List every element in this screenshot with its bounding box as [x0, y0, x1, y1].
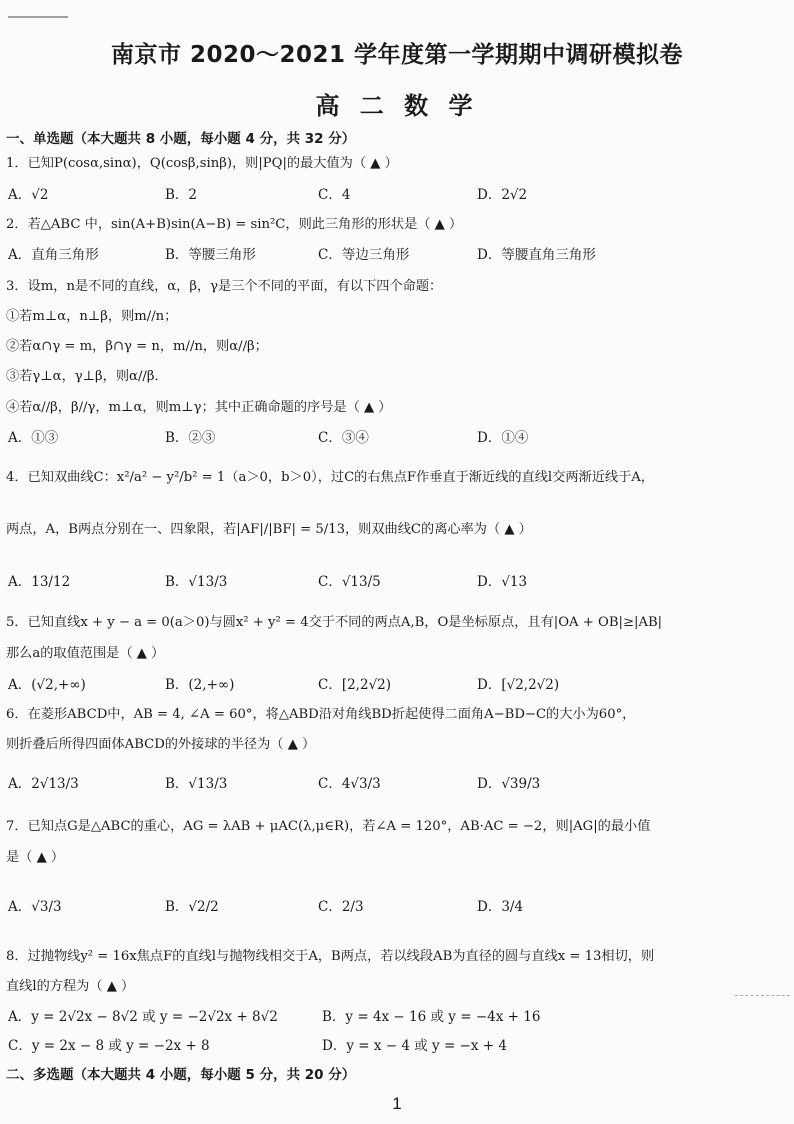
section1-heading: 一、单选题（本大题共 8 小题，每小题 4 分，共 32 分） — [6, 131, 356, 147]
q5-option-b: B．(2,+∞) — [165, 677, 235, 693]
q6-stem-b: 则折叠后所得四面体ABCD的外接球的半径为（ ▲ ） — [6, 737, 316, 752]
q1-option-a: A．√2 — [8, 187, 49, 203]
q3-option-d: D．①④ — [477, 430, 529, 446]
q2-option-b: B．等腰三角形 — [165, 247, 256, 263]
q3-option-c: C．③④ — [318, 430, 369, 446]
q4-option-b: B．√13/3 — [165, 574, 228, 590]
q2-option-d: D．等腰直角三角形 — [477, 247, 596, 263]
q3-option-b: B．②③ — [165, 430, 216, 446]
subject-title: 高 二 数 学 — [315, 92, 479, 120]
q7-stem-a: 7．已知点G是△ABC的重心，AG = λAB + μAC(λ,μ∈R)，若∠A = 120°，AB·AC = −2，则|AG|的最小值 — [6, 819, 651, 834]
q3-prop-2: ②若α∩γ = m，β∩γ = n，m//n，则α//β； — [6, 339, 268, 354]
q5-option-d: D．[√2,2√2) — [477, 677, 560, 693]
q7-option-b: B．√2/2 — [165, 899, 219, 915]
q1-option-c: C．4 — [318, 187, 351, 203]
q8-option-b: B．y = 4x − 16 或 y = −4x + 16 — [322, 1009, 541, 1025]
q5-option-c: C．[2,2√2) — [318, 677, 392, 693]
q4-option-d: D．√13 — [477, 574, 528, 590]
section2-heading: 二、多选题（本大题共 4 小题，每小题 5 分，共 20 分） — [6, 1067, 356, 1083]
scan-corner-mark — [8, 6, 68, 18]
q4-stem-b: 两点，A，B两点分别在一、四象限，若|AF|/|BF| = 5/13，则双曲线C的离心率为（ ▲ ） — [6, 522, 532, 537]
q1-option-b: B．2 — [165, 187, 198, 203]
q6-option-a: A．2√13/3 — [8, 776, 79, 792]
page-number: 1 — [392, 1094, 402, 1113]
q8-option-d: D．y = x − 4 或 y = −x + 4 — [322, 1038, 507, 1054]
q8-option-a: A．y = 2√2x − 8√2 或 y = −2√2x + 8√2 — [8, 1009, 278, 1025]
q1-option-d: D．2√2 — [477, 187, 528, 203]
q6-stem-a: 6．在菱形ABCD中，AB = 4, ∠A = 60°，将△ABD沿对角线BD折起使得二面角A−BD−C的大小为60°， — [6, 707, 636, 722]
q6-option-c: C．4√3/3 — [318, 776, 381, 792]
q8-stem-b: 直线l的方程为（ ▲ ） — [6, 979, 135, 994]
q3-option-a: A．①③ — [8, 430, 59, 446]
q4-stem-a: 4．已知双曲线C：x²/a² − y²/b² = 1（a＞0，b＞0），过C的右焦点F作垂直于渐近线的直线l交两渐近线于A， — [6, 470, 654, 485]
q1-stem: 1．已知P(cosα,sinα)，Q(cosβ,sinβ)，则|PQ|的最大值为（ ▲ ） — [6, 156, 398, 171]
q3-prop-1: ①若m⊥α，n⊥β，则m//n； — [6, 309, 178, 324]
q2-option-a: A．直角三角形 — [8, 247, 99, 263]
q7-option-d: D．3/4 — [477, 899, 524, 915]
q7-stem-b: 是（ ▲ ） — [6, 850, 65, 865]
q8-option-c: C．y = 2x − 8 或 y = −2x + 8 — [8, 1038, 210, 1054]
q3-prop-4: ④若α//β，β//γ，m⊥α，则m⊥γ；其中正确命题的序号是（ ▲ ） — [6, 400, 392, 415]
q6-option-b: B．√13/3 — [165, 776, 228, 792]
q6-option-d: D．√39/3 — [477, 776, 541, 792]
q4-option-c: C．√13/5 — [318, 574, 381, 590]
q5-stem-a: 5．已知直线x + y − a = 0(a＞0)与圆x² + y² = 4交于不同的两点A,B，O是坐标原点，且有|OA + OB|≥|AB| — [6, 615, 663, 630]
q2-option-c: C．等边三角形 — [318, 247, 410, 263]
q5-option-a: A．(√2,+∞) — [8, 677, 86, 693]
q7-option-c: C．2/3 — [318, 899, 364, 915]
q7-option-a: A．√3/3 — [8, 899, 62, 915]
q5-stem-b: 那么a的取值范围是（ ▲ ） — [6, 646, 165, 661]
scan-dash-mark — [735, 995, 790, 996]
q2-stem: 2．若△ABC 中，sin(A+B)sin(A−B) = sin²C，则此三角形的形状是（ ▲ ） — [6, 217, 463, 232]
q3-stem: 3．设m，n是不同的直线，α，β，γ是三个不同的平面，有以下四个命题： — [6, 279, 443, 294]
q4-option-a: A．13/12 — [8, 574, 71, 590]
exam-title: 南京市 2020～2021 学年度第一学期期中调研模拟卷 — [110, 42, 684, 68]
q8-stem-a: 8．过抛物线y² = 16x焦点F的直线l与抛物线相交于A，B两点，若以线段AB为直径的圆与直线x = 13相切，则 — [6, 949, 655, 964]
q3-prop-3: ③若γ⊥α，γ⊥β，则α//β． — [6, 369, 168, 384]
